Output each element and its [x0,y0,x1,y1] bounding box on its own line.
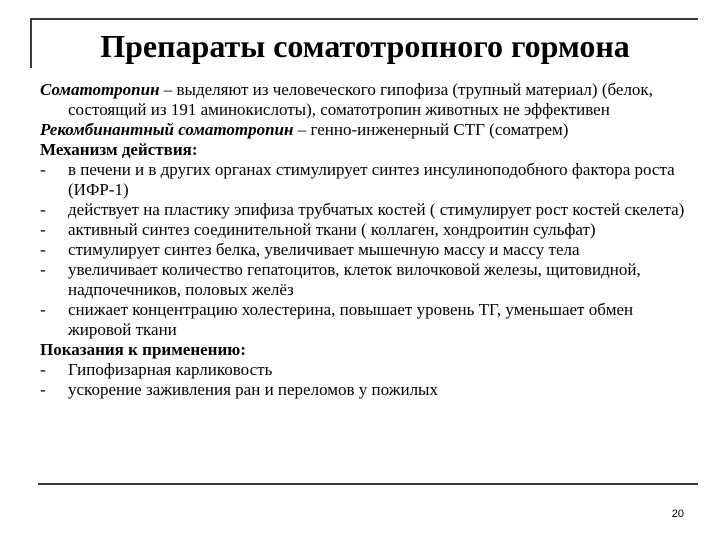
frame-left-line [30,18,32,68]
slide-title: Препараты соматотропного гормона [100,28,630,64]
mechanism-item [40,260,700,300]
slide-body [40,80,700,400]
desc-somatotropin: – выделяют из человеческого гипофиза (трупный материал) (белок, состоящий из 191 аминокислоты), соматотропин животных не эффективен [68,80,653,119]
mechanism-item-text: в печени и в других органах стимулирует синтез инсулиноподобного фактора роста (ИФР-1) [68,160,675,199]
mechanism-item [40,240,700,260]
mechanism-item [40,220,700,240]
frame-top-line [30,18,698,20]
bullet-dash: - [40,260,46,279]
mechanism-item [40,160,700,200]
mechanism-item-text: действует на пластику эпифиза трубчатых костей ( стимулирует рост костей скелета) [68,200,685,219]
mechanism-item-text: стимулирует синтез белка, увеличивает мышечную массу и массу тела [68,240,580,259]
mechanism-item [40,200,700,220]
mechanism-item-text: увеличивает количество гепатоцитов, клеток вилочковой железы, щитовидной, надпочечников, половых желёз [68,260,641,299]
paragraph-somatotropin [40,80,700,120]
paragraph-recombinant [40,120,700,140]
bullet-dash: - [40,300,46,319]
indication-item-text: Гипофизарная карликовость [68,360,273,379]
bullet-dash: - [40,240,46,259]
bullet-dash: - [40,360,46,379]
indications-heading: Показания к применению: [40,340,246,359]
mechanism-item-text: снижает концентрацию холестерина, повышает уровень ТГ, уменьшает обмен жировой ткани [68,300,634,339]
mechanism-item [40,300,700,340]
page-number: 20 [671,508,684,520]
term-somatotropin: Соматотропин [40,80,160,99]
bullet-dash: - [40,380,46,399]
indication-item [40,380,700,400]
mechanism-heading: Механизм действия: [40,140,198,159]
frame-bottom-line [38,483,698,485]
indication-item [40,360,700,380]
indication-item-text: ускорение заживления ран и переломов у пожилых [68,380,438,399]
bullet-dash: - [40,160,46,179]
term-recombinant: Рекомбинантный соматотропин [40,120,294,139]
bullet-dash: - [40,200,46,219]
desc-recombinant: – генно-инженерный СТГ (соматрем) [293,120,569,139]
mechanism-item-text: активный синтез соединительной ткани ( коллаген, хондроитин сульфат) [68,220,596,239]
bullet-dash: - [40,220,46,239]
